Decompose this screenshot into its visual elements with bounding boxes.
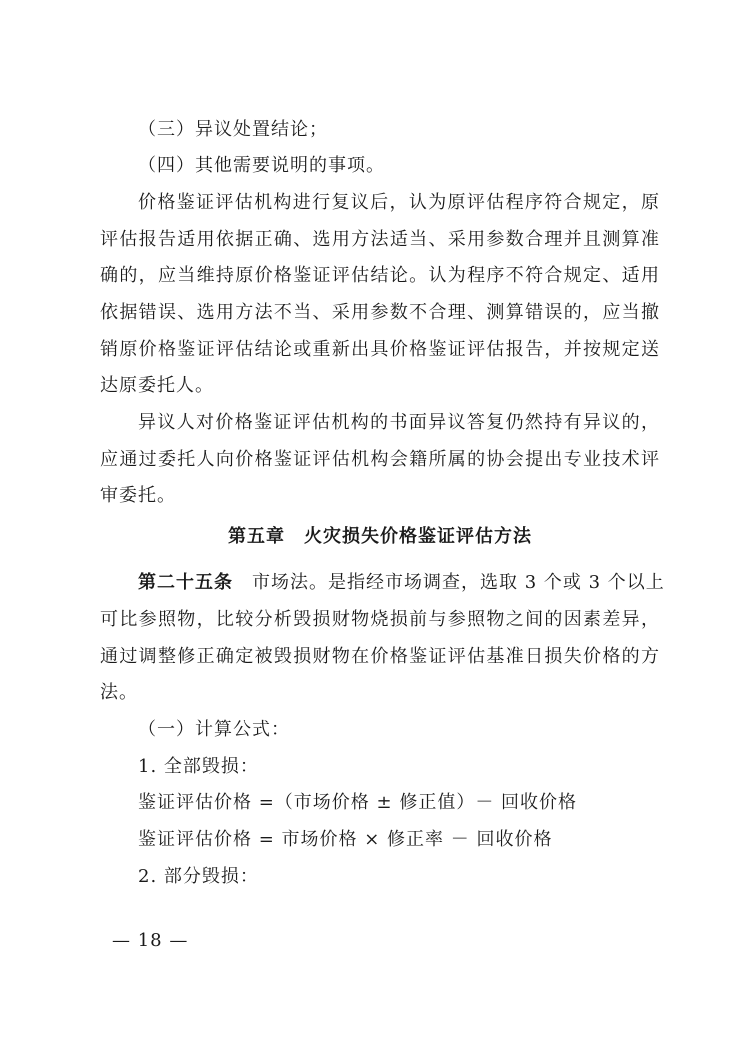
page-number: — 18 — xyxy=(112,930,189,951)
paragraph-objection-conclusion: （三）异议处置结论； xyxy=(138,119,328,140)
article-25-line-1 xyxy=(138,571,665,595)
formula-full-damage-2: 鉴证评估价格 = 市场价格 × 修正率 － 回收价格 xyxy=(138,829,553,850)
paragraph-review-line-4: 依据错误、选用方法不当、采用参数不合理、测算错误的，应当撤 xyxy=(100,302,660,323)
paragraph-appeal-line-1: 异议人对价格鉴证评估机构的书面异议答复仍然持有异议的， xyxy=(138,412,660,433)
article-25-line-4: 法。 xyxy=(100,682,138,703)
chapter-heading: 第五章 火灾损失价格鉴证评估方法 xyxy=(228,526,532,547)
paragraph-other-matters: （四）其他需要说明的事项。 xyxy=(138,155,385,176)
paragraph-review-line-6: 达原委托人。 xyxy=(100,375,214,396)
article-25-number: 第二十五条 xyxy=(138,572,233,593)
paragraph-review-line-3: 确的，应当维持原价格鉴证评估结论。认为程序不符合规定、适用 xyxy=(100,265,660,286)
list-item-full-damage: 1. 全部毁损： xyxy=(138,756,259,777)
paragraph-review-line-1: 价格鉴证评估机构进行复议后，认为原评估程序符合规定，原 xyxy=(138,192,660,213)
paragraph-review-line-5: 销原价格鉴证评估结论或重新出具价格鉴证评估报告，并按规定送 xyxy=(100,339,660,360)
formula-section-title: （一）计算公式： xyxy=(138,719,290,740)
list-item-partial-damage: 2. 部分毁损： xyxy=(138,866,259,887)
paragraph-appeal-line-2: 应通过委托人向价格鉴证评估机构会籍所属的协会提出专业技术评 xyxy=(100,449,660,470)
paragraph-review-line-2: 评估报告适用依据正确、选用方法适当、采用参数合理并且测算准 xyxy=(100,229,660,250)
formula-full-damage-1: 鉴证评估价格 =（市场价格 ± 修正值）－ 回收价格 xyxy=(138,792,578,813)
paragraph-appeal-line-3: 审委托。 xyxy=(100,485,176,506)
article-25-line-2: 可比参照物，比较分析毁损财物烧损前与参照物之间的因素差异， xyxy=(100,609,660,630)
article-25-text: 市场法。是指经市场调查，选取 3 个或 3 个以上 xyxy=(233,572,665,593)
article-25-line-3: 通过调整修正确定被毁损财物在价格鉴证评估基准日损失价格的方 xyxy=(100,646,660,667)
